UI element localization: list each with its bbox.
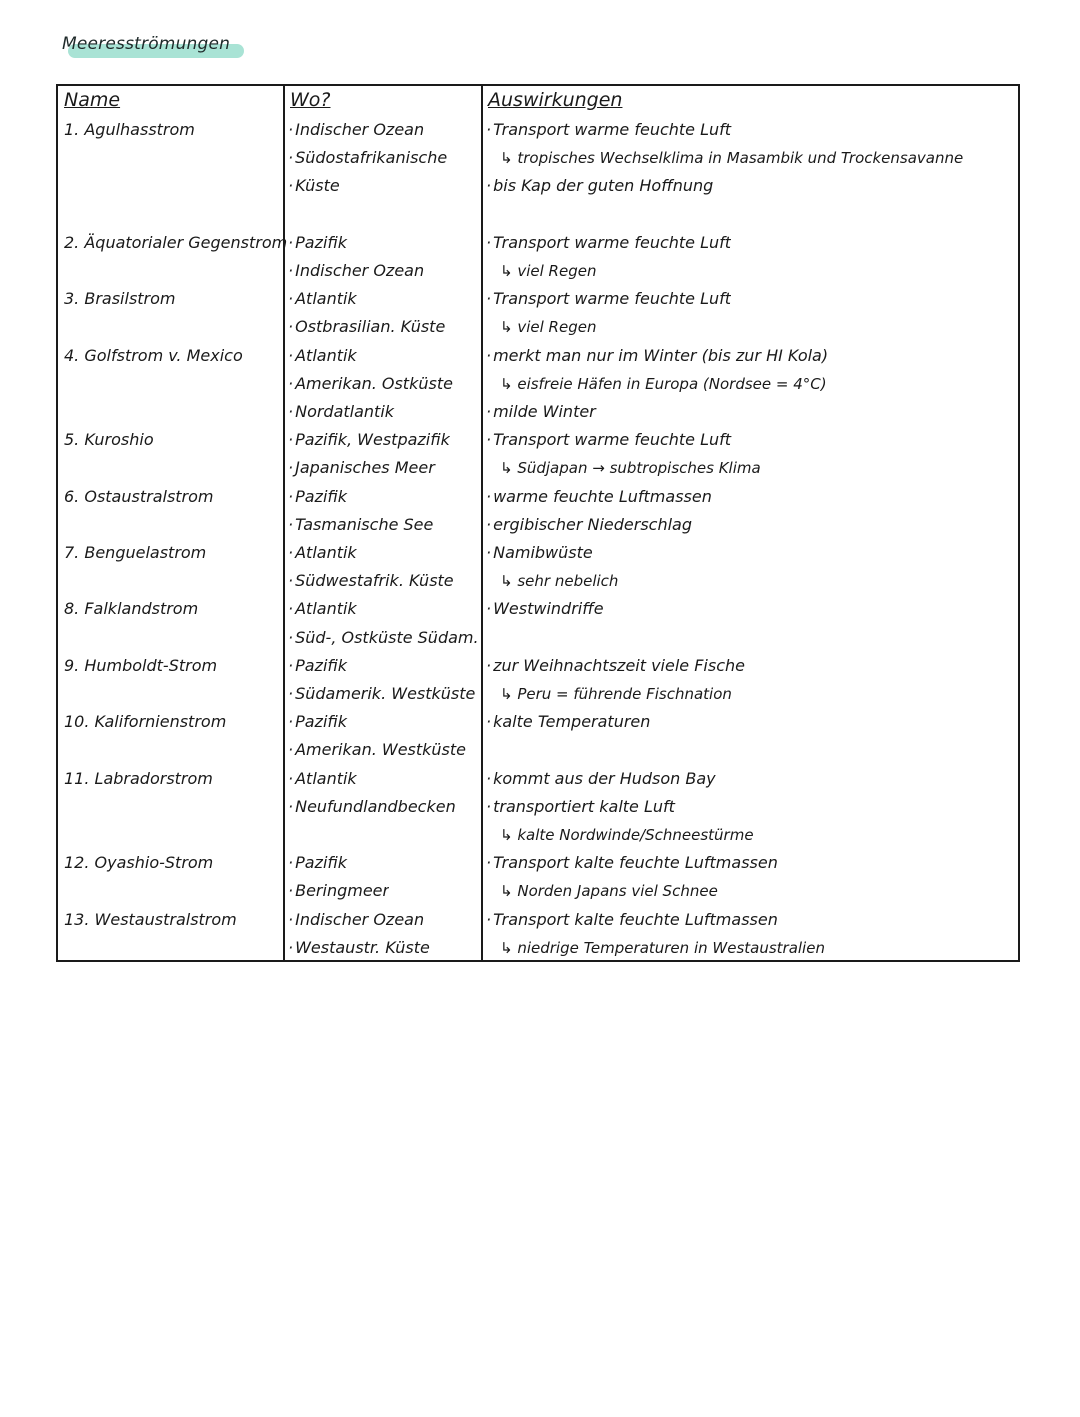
- effect-line: · kalte Temperaturen: [486, 708, 650, 736]
- effect-arrow-line: ↳ Südjapan → subtropisches Klima: [486, 454, 761, 482]
- wo-line: · Pazifik: [288, 483, 433, 511]
- row-name: 5. Kuroshio: [64, 430, 154, 450]
- row-auswirkungen: [486, 285, 731, 341]
- wo-line: · Pazifik: [288, 849, 389, 877]
- header-wo: Wo?: [290, 89, 331, 111]
- effect-line: · milde Winter: [486, 398, 828, 426]
- row-auswirkungen: [486, 483, 712, 539]
- effect-arrow-line: ↳ Peru = führende Fischnation: [486, 680, 745, 708]
- row-auswirkungen: [486, 426, 761, 482]
- effect-arrow-line: ↳ viel Regen: [486, 313, 731, 341]
- row-auswirkungen: [486, 652, 745, 708]
- row-name: 3. Brasilstrom: [64, 289, 176, 309]
- wo-line: · Amerikan. Ostküste: [288, 370, 453, 398]
- wo-line: · Indischer Ozean: [288, 257, 424, 285]
- row-auswirkungen: [486, 539, 618, 595]
- row-auswirkungen: [486, 229, 731, 285]
- effect-line: · transportiert kalte Luft: [486, 793, 754, 821]
- effect-line: · kommt aus der Hudson Bay: [486, 765, 754, 793]
- row-name: 13. Westaustralstrom: [64, 909, 237, 929]
- wo-line: · Pazifik: [288, 652, 475, 680]
- wo-line: · Neufundlandbecken: [288, 793, 456, 821]
- effect-line: · Transport warme feuchte Luft: [486, 116, 963, 144]
- page-title-wrap: [62, 34, 230, 54]
- effect-line: · Transport kalte feuchte Luftmassen: [486, 849, 778, 877]
- effect-line: · bis Kap der guten Hoffnung: [486, 172, 963, 200]
- effect-line: · Transport kalte feuchte Luftmassen: [486, 906, 825, 934]
- wo-line: · Beringmeer: [288, 877, 389, 905]
- wo-line: · Atlantik: [288, 342, 453, 370]
- row-wo: [288, 116, 447, 201]
- effect-line: · Westwindriffe: [486, 595, 604, 623]
- effect-arrow-line: ↳ Norden Japans viel Schnee: [486, 877, 778, 905]
- wo-line: · Atlantik: [288, 595, 479, 623]
- row-auswirkungen: [486, 765, 754, 850]
- row-auswirkungen: [486, 595, 604, 623]
- row-wo: [288, 595, 479, 651]
- page-title: Meeresströmungen: [62, 34, 231, 54]
- effect-line: · zur Weihnachtszeit viele Fische: [486, 652, 745, 680]
- effect-arrow-line: ↳ eisfreie Häfen in Europa (Nordsee = 4°C): [486, 370, 828, 398]
- row-wo: [288, 765, 456, 821]
- header-name: Name: [64, 89, 121, 111]
- column-divider: [481, 86, 483, 960]
- wo-line: · Atlantik: [288, 539, 454, 567]
- wo-line: · Tasmanische See: [288, 511, 433, 539]
- row-auswirkungen: [486, 342, 828, 427]
- row-auswirkungen: [486, 116, 963, 201]
- wo-line: · Südwestafrik. Küste: [288, 567, 454, 595]
- row-name: 4. Golfstrom v. Mexico: [64, 345, 243, 365]
- row-name: 12. Oyashio-Strom: [64, 853, 214, 873]
- row-wo: [288, 426, 450, 482]
- row-name: 6. Ostaustralstrom: [64, 486, 214, 506]
- row-wo: [288, 483, 433, 539]
- wo-line: · Süd-, Ostküste Südam.: [288, 624, 479, 652]
- wo-line: · Westaustr. Küste: [288, 934, 430, 962]
- row-name: 7. Benguelastrom: [64, 543, 207, 562]
- wo-line: · Pazifik: [288, 708, 466, 736]
- wo-line: · Amerikan. Westküste: [288, 736, 466, 764]
- currents-table: [56, 84, 1020, 962]
- header-auswirkungen: Auswirkungen: [488, 89, 623, 111]
- row-name: 1. Agulhasstrom: [64, 120, 195, 139]
- row-name: 10. Kalifornienstrom: [64, 712, 227, 732]
- column-divider: [283, 86, 285, 960]
- effect-line: · merkt man nur im Winter (bis zur HI Kola): [486, 342, 828, 370]
- effect-line: · Transport warme feuchte Luft: [486, 229, 731, 257]
- row-name: 8. Falklandstrom: [64, 599, 199, 619]
- wo-line: · Atlantik: [288, 765, 456, 793]
- wo-line: · Pazifik: [288, 229, 424, 257]
- effect-line: · Namibwüste: [486, 539, 618, 567]
- row-auswirkungen: [486, 906, 825, 962]
- row-name: 11. Labradorstrom: [64, 768, 213, 788]
- row-wo: [288, 849, 389, 905]
- effect-arrow-line: ↳ viel Regen: [486, 257, 731, 285]
- effect-arrow-line: ↳ kalte Nordwinde/Schneestürme: [486, 821, 754, 849]
- effect-line: · Transport warme feuchte Luft: [486, 285, 731, 313]
- effect-line: · ergibischer Niederschlag: [486, 511, 712, 539]
- effect-arrow-line: ↳ sehr nebelich: [486, 567, 618, 595]
- wo-line: · Indischer Ozean: [288, 116, 447, 144]
- wo-line: · Japanisches Meer: [288, 454, 450, 482]
- row-wo: [288, 652, 475, 708]
- wo-line: · Indischer Ozean: [288, 906, 430, 934]
- wo-line: · Ostbrasilian. Küste: [288, 313, 445, 341]
- wo-line: · Pazifik, Westpazifik: [288, 426, 450, 454]
- row-name: 9. Humboldt-Strom: [64, 655, 218, 675]
- row-wo: [288, 906, 430, 962]
- row-auswirkungen: [486, 708, 650, 736]
- row-wo: [288, 708, 466, 764]
- row-wo: [288, 229, 424, 285]
- row-wo: [288, 285, 445, 341]
- wo-line: · Atlantik: [288, 285, 445, 313]
- wo-line: · Südostafrikanische: [288, 144, 447, 172]
- row-wo: [288, 342, 453, 427]
- wo-line: · Südamerik. Westküste: [288, 680, 475, 708]
- row-auswirkungen: [486, 849, 778, 905]
- effect-line: · warme feuchte Luftmassen: [486, 483, 712, 511]
- effect-arrow-line: ↳ tropisches Wechselklima in Masambik und Trockensavanne: [486, 144, 963, 172]
- wo-line: · Nordatlantik: [288, 398, 453, 426]
- row-name: 2. Äquatorialer Gegenstrom: [64, 232, 288, 252]
- wo-line: · Küste: [288, 172, 447, 200]
- effect-line: · Transport warme feuchte Luft: [486, 426, 761, 454]
- row-wo: [288, 539, 454, 595]
- effect-arrow-line: ↳ niedrige Temperaturen in Westaustralien: [486, 934, 825, 962]
